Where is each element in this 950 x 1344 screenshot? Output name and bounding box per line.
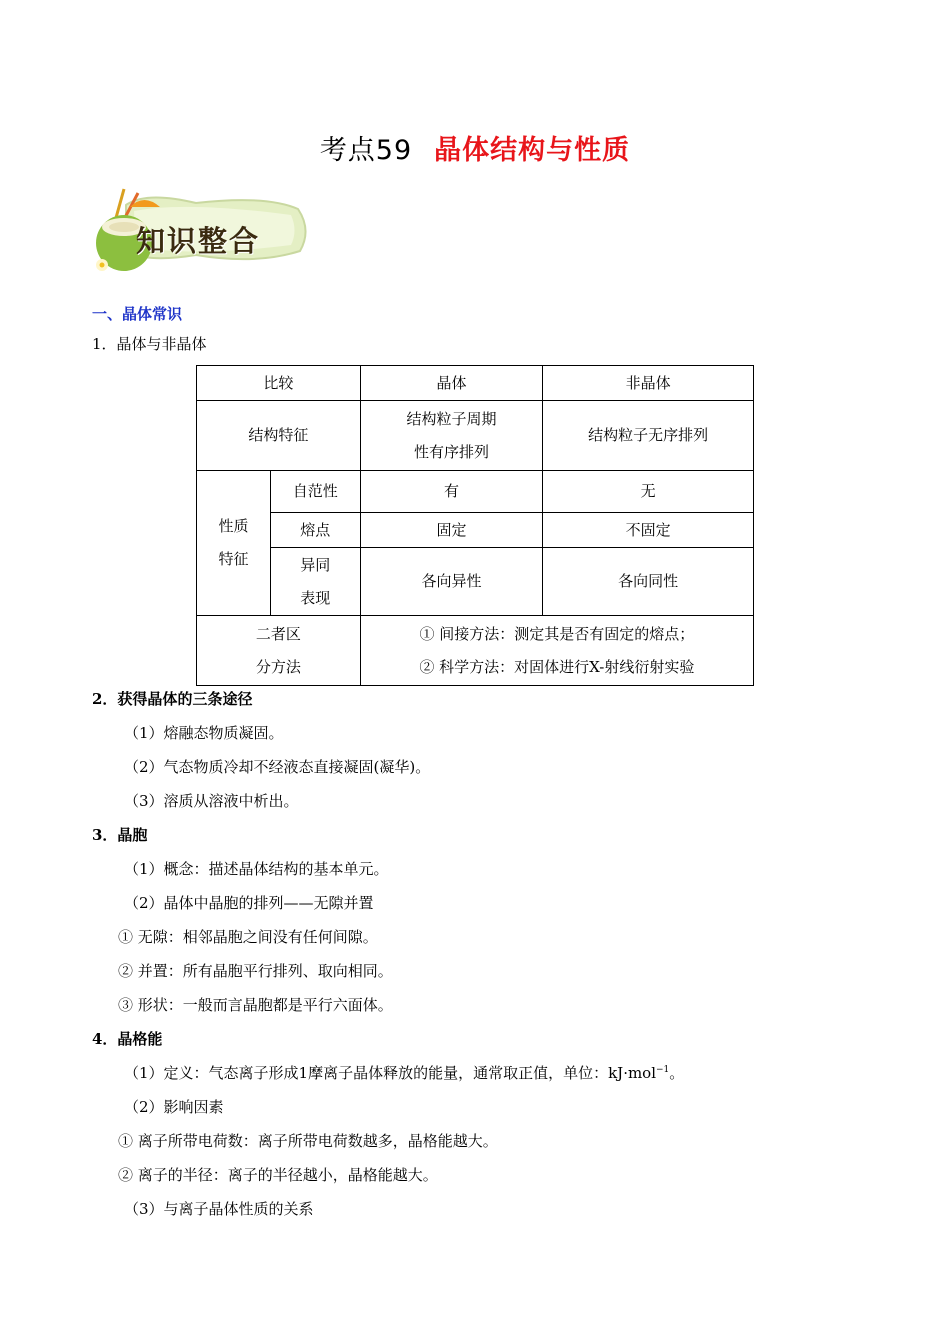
- row-label: 自范性: [270, 471, 360, 513]
- item3-line: （2）晶体中晶胞的排列——无隙并置: [124, 894, 374, 912]
- item4-line: （3）与离子晶体性质的关系: [124, 1200, 314, 1218]
- table-cell: 有: [360, 471, 543, 513]
- table-cell: 结构粒子无序排列: [543, 401, 754, 471]
- item4-heading: 4．晶格能: [92, 1030, 163, 1048]
- comparison-table: [196, 365, 754, 686]
- item1-heading: 1．晶体与非晶体: [92, 335, 207, 353]
- table-cell: 结构粒子周期 性有序排列: [360, 401, 543, 471]
- item4-subline: ② 离子的半径：离子的半径越小，晶格能越大。: [118, 1166, 438, 1184]
- banner-label: 知识整合: [136, 224, 261, 258]
- item3-subline: ① 无隙：相邻晶胞之间没有任何间隙。: [118, 928, 378, 946]
- item2-line: （2）气态物质冷却不经液态直接凝固(凝华)。: [124, 758, 431, 776]
- table-header-cell: 非晶体: [543, 366, 754, 401]
- table-header-cell: 比较: [197, 366, 361, 401]
- item2-heading: 2．获得晶体的三条途径: [92, 690, 253, 708]
- item2-line: （3）溶质从溶液中析出。: [124, 792, 299, 810]
- row-group-label: 性质 特征: [197, 471, 271, 616]
- table-header-cell: 晶体: [360, 366, 543, 401]
- item4-definition: （1）定义：气态离子形成1摩离子晶体释放的能量，通常取正值，单位：kJ·mol$^{-1}$。: [124, 1064, 685, 1082]
- item3-line: （1）概念：描述晶体结构的基本单元。: [124, 860, 389, 878]
- title-topic: 晶体结构与性质: [434, 135, 631, 166]
- table-cell: 固定: [360, 513, 543, 548]
- table-cell: 无: [543, 471, 754, 513]
- method-cell: ① 间接方法：测定其是否有固定的熔点； ② 科学方法：对固体进行X-射线衍射实验: [360, 616, 753, 686]
- item3-subline: ③ 形状：一般而言晶胞都是平行六面体。: [118, 996, 393, 1014]
- item3-heading: 3．晶胞: [92, 826, 148, 844]
- page-title: [0, 128, 950, 167]
- row-label: 异同 表现: [270, 548, 360, 616]
- section-heading: 一、晶体常识: [92, 305, 183, 323]
- title-number: 考点59: [319, 135, 413, 166]
- item3-subline: ② 并置：所有晶胞平行排列、取向相同。: [118, 962, 393, 980]
- table-cell: 不固定: [543, 513, 754, 548]
- row-label: 熔点: [270, 513, 360, 548]
- row-label: 结构特征: [197, 401, 361, 471]
- item2-line: （1）熔融态物质凝固。: [124, 724, 284, 742]
- item4-line: （2）影响因素: [124, 1098, 224, 1116]
- table-cell: 各向同性: [543, 548, 754, 616]
- table-cell: 各向异性: [360, 548, 543, 616]
- row-label: 二者区 分方法: [197, 616, 361, 686]
- item4-subline: ① 离子所带电荷数：离子所带电荷数越多，晶格能越大。: [118, 1132, 498, 1150]
